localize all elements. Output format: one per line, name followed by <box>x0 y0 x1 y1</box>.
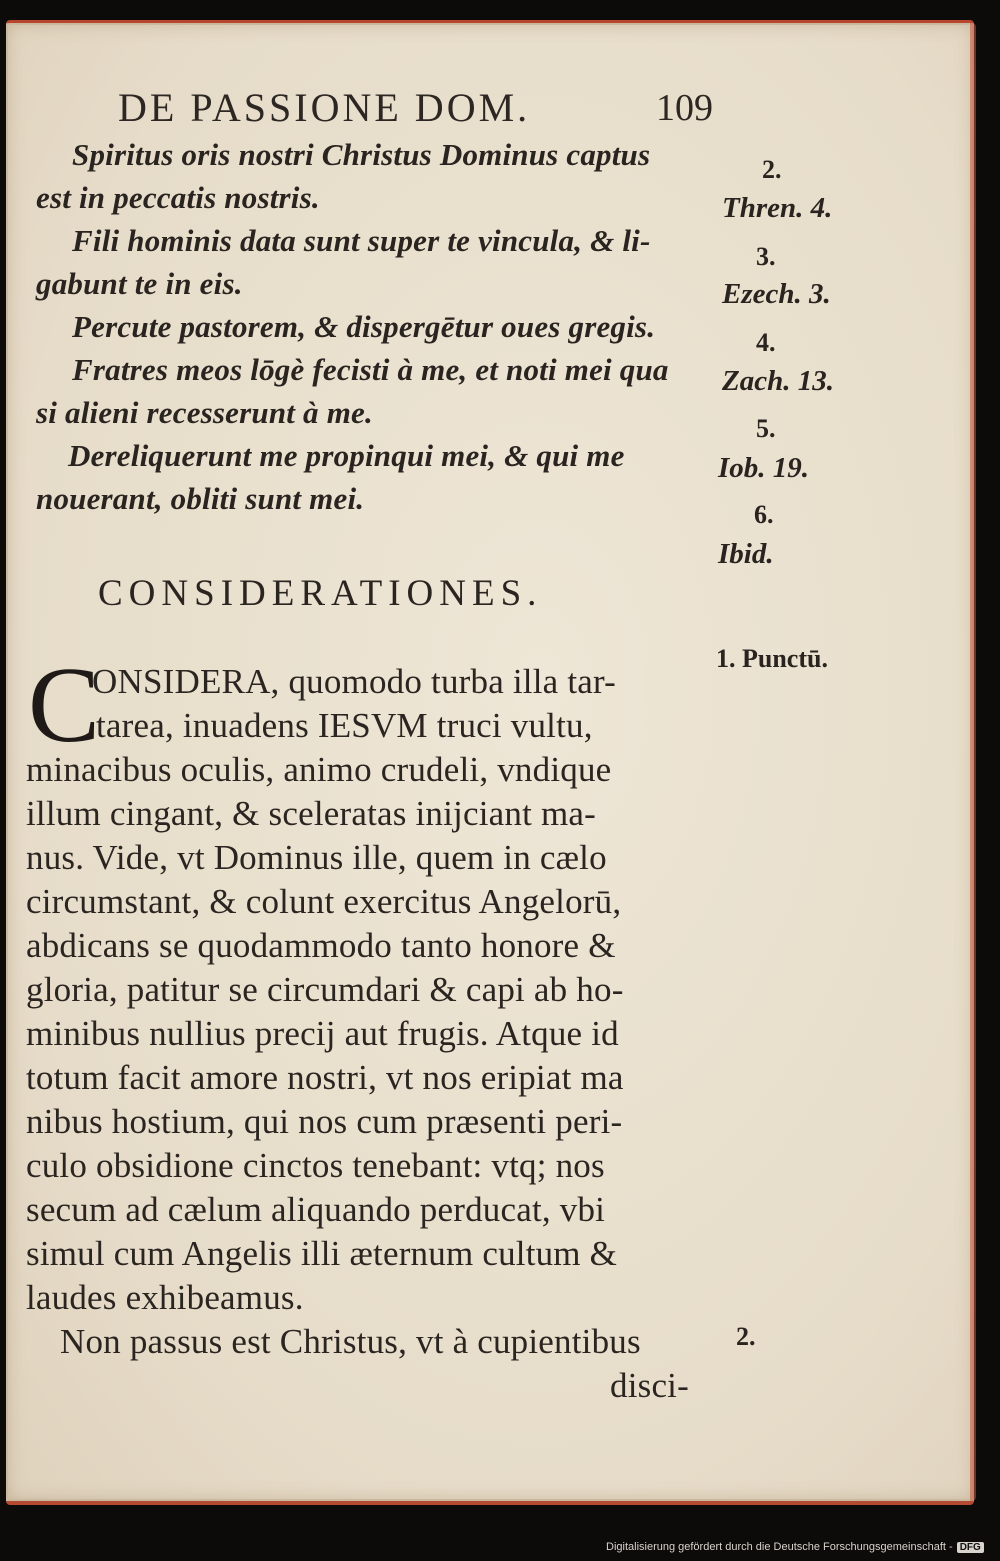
body-line: totum facit amore nostri, vt nos eripiat ma <box>26 1058 624 1097</box>
margin-note: 6. <box>754 500 774 529</box>
dfg-logo-icon: DFG <box>957 1542 984 1553</box>
body-line: nibus hostium, qui nos cum præsenti peri- <box>26 1102 623 1141</box>
verse-line: Fili hominis data sunt super te vincula, & li- <box>72 223 651 258</box>
body-line: illum cingant, & sceleratas inijciant ma- <box>26 794 596 833</box>
body-line: minibus nullius precij aut frugis. Atque id <box>26 1014 619 1053</box>
catchword: disci- <box>610 1366 689 1405</box>
margin-note: 3. <box>756 242 776 271</box>
verse-line: Fratres meos lōgè fecisti à me, et noti mei qua <box>72 352 669 387</box>
body-line: tarea, inuadens IESVM truci vultu, <box>96 706 593 745</box>
body-line: nus. Vide, vt Dominus ille, quem in cælo <box>26 838 607 877</box>
running-header: DE PASSIONE DOM. <box>118 85 531 130</box>
margin-note: 2. <box>736 1322 756 1351</box>
verse-line: nouerant, obliti sunt mei. <box>36 481 365 516</box>
margin-note: Ibid. <box>718 538 774 570</box>
section-heading: CONSIDERATIONES. <box>98 573 543 614</box>
verse-line: gabunt te in eis. <box>36 266 243 301</box>
body-line: simul cum Angelis illi æternum cultum & <box>26 1234 618 1273</box>
margin-note: Iob. 19. <box>718 452 810 484</box>
body-line: culo obsidione cinctos tenebant: vtq; nos <box>26 1146 605 1185</box>
body-line: circumstant, & colunt exercitus Angelorū, <box>26 882 622 921</box>
margin-note: Zach. 13. <box>722 365 834 397</box>
digitization-credit <box>606 1541 984 1553</box>
verse-line: Percute pastorem, & dispergētur oues gregis. <box>72 309 656 344</box>
verse-line: si alieni recesserunt à me. <box>36 395 373 430</box>
verse-line: est in peccatis nostris. <box>36 180 320 215</box>
credit-text: Digitalisierung gefördert durch die Deutsche Forschungsgemeinschaft - <box>606 1541 953 1553</box>
body-line: abdicans se quodammodo tanto honore & <box>26 926 616 965</box>
margin-note: Thren. 4. <box>722 192 833 224</box>
margin-note: Ezech. 3. <box>722 278 831 310</box>
margin-note: 2. <box>762 155 782 184</box>
drop-cap: C <box>28 646 101 765</box>
page-number: 109 <box>656 87 713 129</box>
margin-note: 1. Punctū. <box>716 644 828 673</box>
margin-note: 5. <box>756 414 776 443</box>
body-line: minacibus oculis, animo crudeli, vndique <box>26 750 612 789</box>
verse-line: Dereliquerunt me propinqui mei, & qui me <box>68 438 625 473</box>
body-line: Non passus est Christus, vt à cupientibus <box>60 1322 641 1361</box>
margin-note: 4. <box>756 328 776 357</box>
verse-line: Spiritus oris nostri Christus Dominus captus <box>72 137 651 172</box>
body-line: ONSIDERA, quomodo turba illa tar- <box>92 662 617 701</box>
body-line: gloria, patitur se circumdari & capi ab ho- <box>26 970 624 1009</box>
body-line: secum ad cælum aliquando perducat, vbi <box>26 1190 606 1229</box>
body-line: laudes exhibeamus. <box>26 1278 304 1317</box>
